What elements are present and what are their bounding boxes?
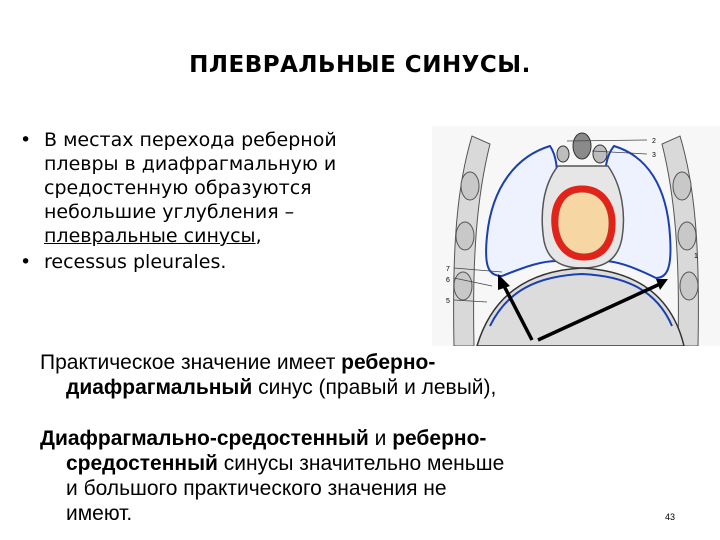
figure-label-1: 1 [694, 253, 698, 260]
bullet-line: небольшие углубления – [44, 201, 295, 223]
text-bold: реберно- [341, 351, 436, 374]
text-bold: средостенный [66, 452, 218, 475]
slide-title: ПЛЕВРАЛЬНЫЕ СИНУСЫ. [189, 52, 531, 78]
bullet-line: recessus pleurales. [44, 251, 227, 273]
bullet-dot: • [20, 251, 32, 273]
paragraph-line: и большого практического значения не [66, 477, 447, 500]
bullet-line: плевры в диафрагмальную и [44, 153, 337, 175]
figure-label-7: 7 [446, 266, 450, 273]
bullet-dot: • [20, 129, 32, 151]
text-bold: реберно- [392, 427, 487, 450]
bullet-line [44, 224, 430, 248]
page-number: 43 [665, 512, 676, 522]
text-normal: и [368, 427, 393, 450]
text-normal: синусы значительно меньше [217, 452, 505, 475]
term-pleural-sinuses: плевральные синусы [44, 225, 256, 247]
text-bold: диафрагмальный [66, 376, 253, 399]
paragraph-line [40, 451, 680, 476]
bullet-line: В местах перехода реберной [44, 129, 337, 151]
paragraph-line: имеют. [66, 502, 133, 525]
bullet-list [20, 128, 430, 276]
bullet-line: средостенную образуются [44, 177, 312, 199]
figure-label-3: 3 [652, 152, 656, 159]
text-normal: Практическое значение имеет [40, 351, 342, 374]
figure-label-5: 5 [446, 298, 450, 305]
comma: , [255, 225, 262, 247]
paragraph-practical-significance [40, 350, 680, 400]
paragraph-line [40, 375, 680, 400]
text-normal: синус (правый и левый), [252, 376, 497, 399]
pleural-sinus-figure [432, 126, 720, 346]
bullet-item-1 [20, 128, 430, 248]
figure-label-2: 2 [652, 138, 656, 145]
text-bold: Диафрагмально-средостенный [40, 427, 369, 450]
figure-label-6: 6 [446, 277, 450, 284]
bullet-item-2 [20, 250, 430, 274]
paragraph-other-sinuses [40, 426, 680, 526]
paragraph-line [40, 350, 680, 375]
paragraph-line [40, 426, 680, 451]
heart [552, 186, 615, 260]
